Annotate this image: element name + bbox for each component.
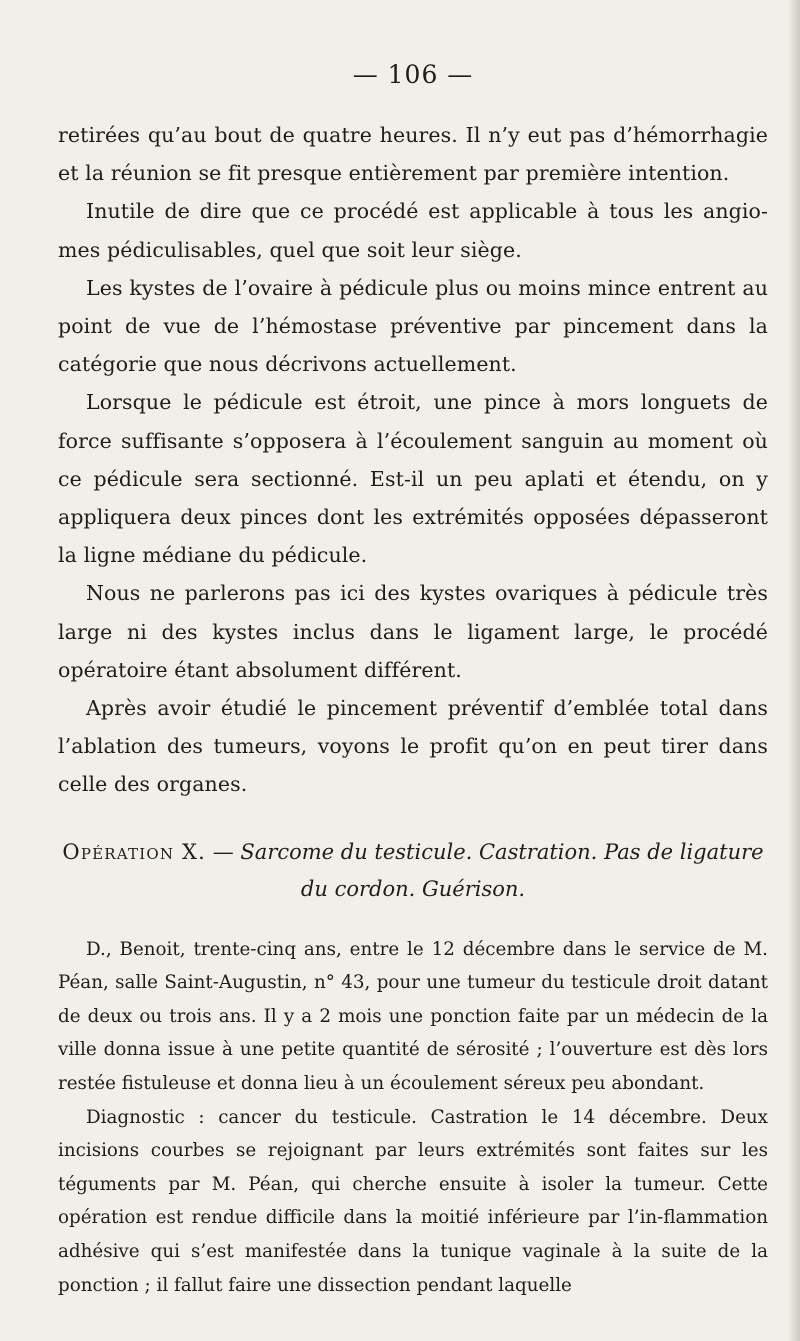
operation-label: Opération X. bbox=[62, 839, 207, 864]
operation-heading bbox=[58, 834, 768, 908]
paragraph-angiomes: Inutile de dire que ce procédé est applicable à tous les angio-mes pédiculisables, quel que soit leur siège. bbox=[58, 199, 768, 262]
paragraph-kystes-ovariques: Nous ne parlerons pas ici des kystes ovariques à pédicule très large ni des kystes inclus dans le ligament large, le procédé opératoire étant absolument différent. bbox=[58, 581, 768, 682]
paragraph-continuation: retirées qu’au bout de quatre heures. Il n’y eut pas d’hémorrhagie et la réunion se fit presque entièrement par première intention. bbox=[58, 123, 768, 186]
diagnostic-paragraph: Diagnostic : cancer du testicule. Castration le 14 décembre. Deux incisions courbes se rejoignant par leurs extrémités sont faites sur les téguments par M. Péan, qui cherche ensuite à isoler la tumeur. Cette opération est rendue difficile dans la moitié inférieure par l’in-flammation adhésive qui s’est manifestée dans la tunique vaginale à la suite de la ponction ; il fallut faire une dissection pendant laquelle bbox=[58, 1106, 768, 1296]
operation-dash: — bbox=[206, 839, 241, 864]
page-number: — 106 — bbox=[352, 60, 474, 89]
paragraph-pedicule-etroit: Lorsque le pédicule est étroit, une pince à mors longuets de force suffisante s’opposera à l’écoulement sanguin au moment où ce pédicule sera sectionné. Est-il un peu aplati et étendu, on y appliquera deux pinces dont les extrémités opposées dépasseront la ligne médiane du pédicule. bbox=[58, 390, 768, 568]
case-history-paragraph: D., Benoit, trente-cinq ans, entre le 12 décembre dans le service de M. Péan, salle Saint-Augustin, n° 43, pour une tumeur du testicule droit datant de deux ou trois ans. Il y a 2 mois une ponction faite par un médecin de la ville donna issue à une petite quantité de sérosité ; l’ouverture est dès lors restée fistuleuse et donna lieu à un écoulement séreux peu abondant. bbox=[58, 938, 768, 1095]
paragraph-pincement-preventif: Après avoir étudié le pincement préventif d’emblée total dans l’ablation des tumeurs, voyons le profit qu’on en peut tirer dans celle des organes. bbox=[58, 696, 768, 797]
page-edge-shadow bbox=[788, 0, 800, 1341]
paragraph-kystes-ovaire: Les kystes de l’ovaire à pédicule plus ou moins mince entrent au point de vue de l’hémostase préventive par pincement dans la catégorie que nous décrivons actuellement. bbox=[58, 275, 768, 377]
operation-title: Sarcome du testicule. Castration. Pas de ligature du cordon. Guérison. bbox=[240, 839, 764, 901]
book-page bbox=[58, 60, 768, 1302]
